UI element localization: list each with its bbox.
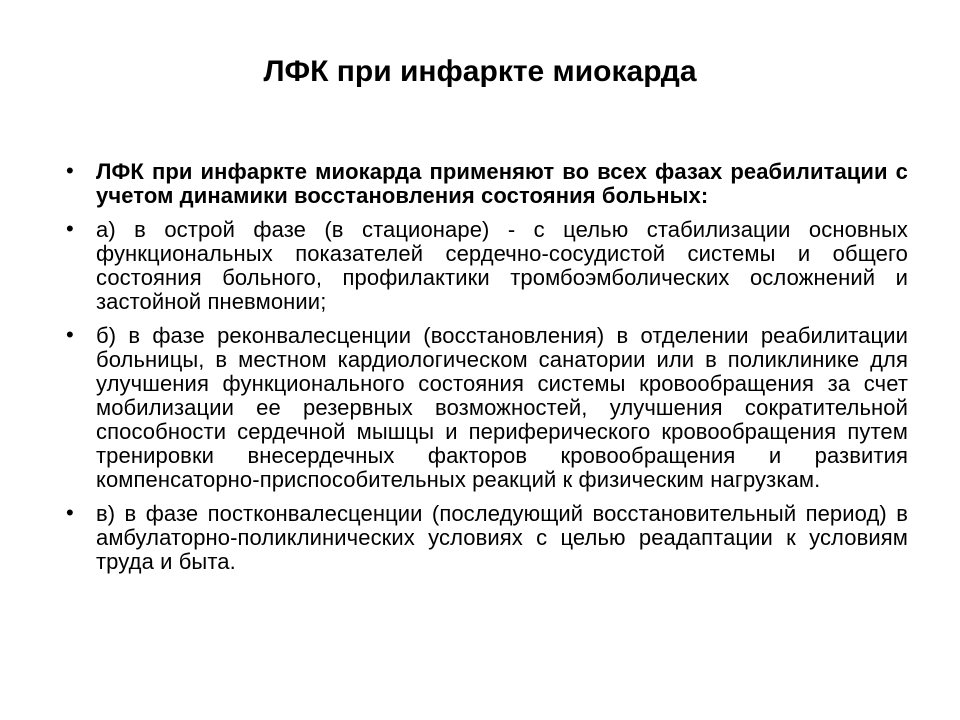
bullet-icon: • [66,322,74,347]
bullet-icon: • [66,216,74,241]
bullet-icon: • [66,158,74,183]
bullet-item-3 [60,324,908,492]
bullet-item-4 [60,502,908,574]
bullet-icon: • [66,500,74,525]
bullet-item-1 [60,160,908,208]
slide-title: ЛФК при инфаркте миокарда [263,55,697,88]
bullet-text-4: в) в фазе постконвалесценции (последующий восстановительный период) в амбулаторно-поликлинических условиях с целью реадаптации к условиям труда и быта. [96,501,908,574]
bullet-item-2 [60,218,908,314]
bullet-text-1: ЛФК при инфаркте миокарда применяют во всех фазах реабилитации с учетом динамики восстановления состояния больных: [96,159,908,208]
bullet-text-2: а) в острой фазе (в стационаре) - с целью стабилизации основных функциональных показателей сердечно-сосудистой системы и общего состояния больного, профилактики тромбоэмболических осложнений и застойной пневмонии; [96,217,908,314]
bullet-list [60,160,908,584]
bullet-text-3: б) в фазе реконвалесценции (восстановления) в отделении реабилитации больницы, в местном кардиологическом санатории или в поликлинике для улучшения функционального состояния системы кровообращения за счет мобилизации ее резервных возможностей, улучшения сократительной способности сердечной мышцы и периферического кровообращения путем тренировки внесердечных факторов кровообращения и развития компенсаторно-приспособительных реакций к физическим нагрузкам. [96,323,908,492]
